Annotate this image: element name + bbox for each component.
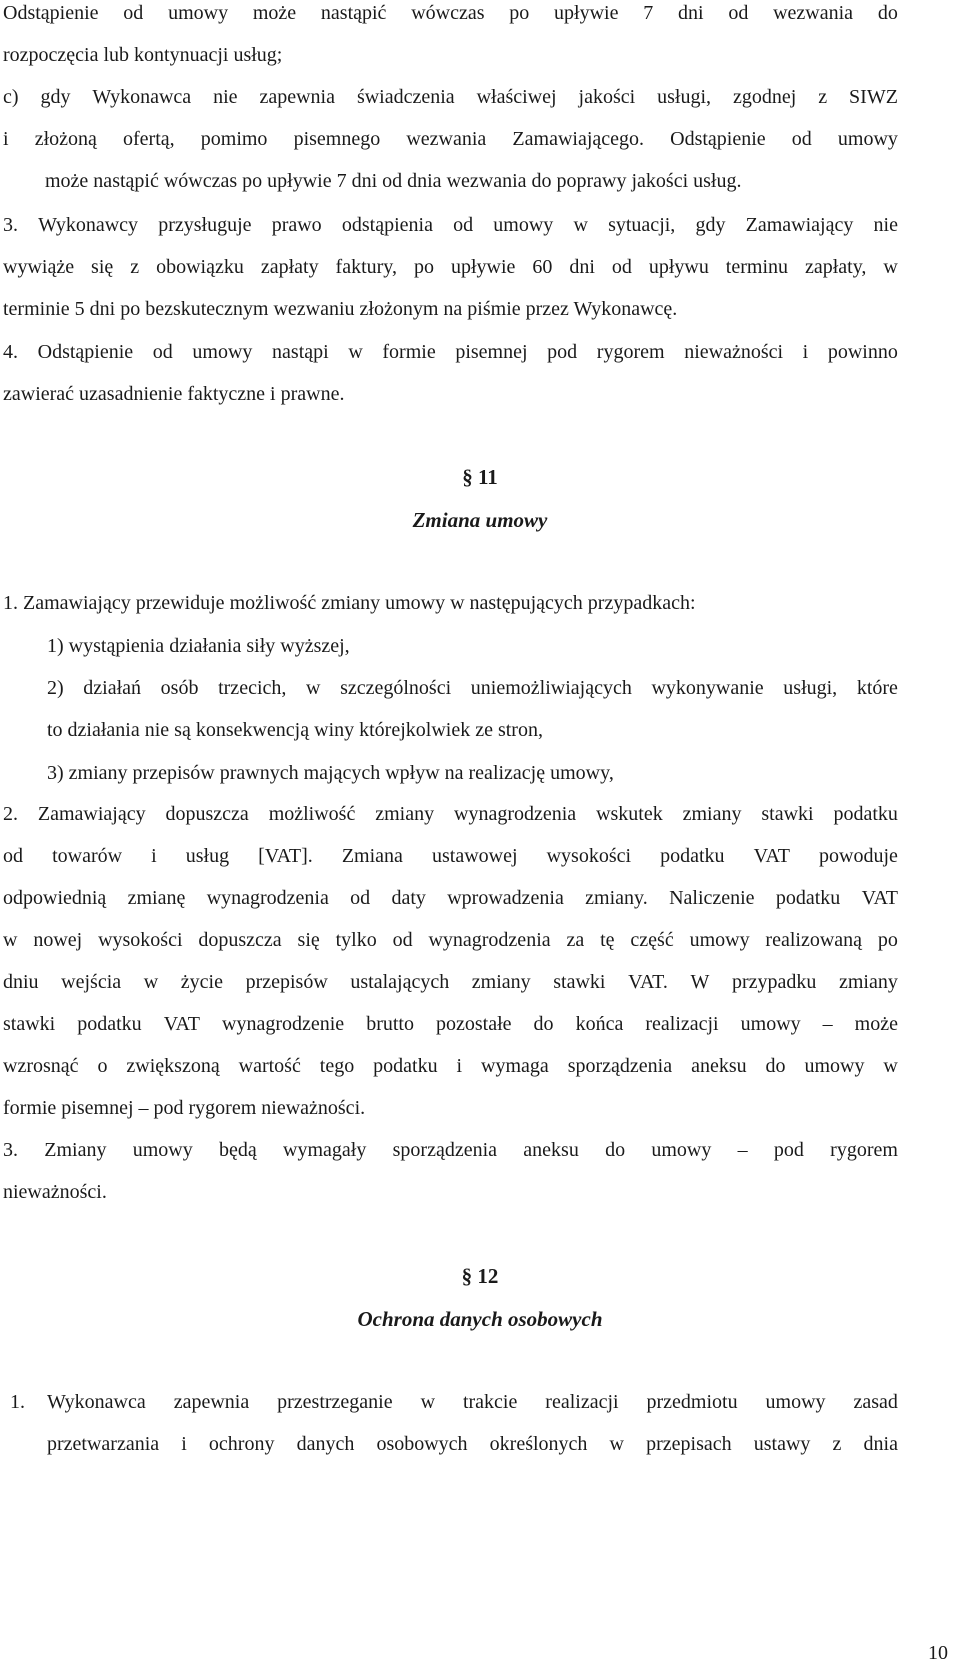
text-line: i złożoną ofertą, pomimo pisemnego wezwania Zamawiającego. Odstąpienie od umowy (3, 128, 898, 150)
text-line: 2. Zamawiający dopuszcza możliwość zmiany wynagrodzenia wskutek zmiany stawki podatku (3, 803, 898, 825)
text-line: 3. Zmiany umowy będą wymagały sporządzenia aneksu do umowy – pod rygorem (3, 1139, 898, 1161)
section-number: § 11 (462, 465, 498, 489)
section-title: Ochrona danych osobowych (357, 1307, 603, 1331)
text-line: nieważności. (3, 1181, 107, 1203)
text-line: Wykonawca zapewnia przestrzeganie w trakcie realizacji przedmiotu umowy zasad (47, 1391, 898, 1413)
text-line: w nowej wysokości dopuszcza się tylko od wynagrodzenia za tę część umowy realizowaną po (3, 929, 898, 951)
text-line: 1. Zamawiający przewiduje możliwość zmiany umowy w następujących przypadkach: (3, 592, 696, 614)
text-line: formie pisemnej – pod rygorem nieważności. (3, 1097, 366, 1119)
list-item: 3) zmiany przepisów prawnych mających wpływ na realizację umowy, (47, 762, 614, 784)
text-line: od towarów i usług [VAT]. Zmiana ustawowej wysokości podatku VAT powoduje (3, 845, 898, 867)
text-line: odpowiednią zmianę wynagrodzenia od daty wprowadzenia zmiany. Naliczenie podatku VAT (3, 887, 898, 909)
list-item: 2) działań osób trzecich, w szczególności uniemożliwiających wykonywanie usługi, które (47, 677, 898, 699)
text-line: rozpoczęcia lub kontynuacji usług; (3, 44, 283, 66)
text-line: to działania nie są konsekwencją winy którejkolwiek ze stron, (47, 719, 543, 741)
list-number: 1. (10, 1391, 25, 1413)
section-title: Zmiana umowy (412, 508, 548, 532)
list-item: 1) wystąpienia działania siły wyższej, (47, 635, 350, 657)
text-line: 4. Odstąpienie od umowy nastąpi w formie pisemnej pod rygorem nieważności i powinno (3, 341, 898, 363)
text-line: wywiąże się z obowiązku zapłaty faktury, po upływie 60 dni od upływu terminu zapłaty, w (3, 256, 898, 278)
text-line: stawki podatku VAT wynagrodzenie brutto pozostałe do końca realizacji umowy – może (3, 1013, 898, 1035)
text-line: wzrosnąć o zwiększoną wartość tego podatku i wymaga sporządzenia aneksu do umowy w (3, 1055, 898, 1077)
page-number: 10 (928, 1642, 948, 1664)
text-line: terminie 5 dni po bezskutecznym wezwaniu złożonym na piśmie przez Wykonawcę. (3, 298, 678, 320)
text-line: 3. Wykonawcy przysługuje prawo odstąpienia od umowy w sytuacji, gdy Zamawiający nie (3, 214, 898, 236)
text-line: c) gdy Wykonawca nie zapewnia świadczenia właściwej jakości usługi, zgodnej z SIWZ (3, 86, 898, 108)
text-line: przetwarzania i ochrony danych osobowych określonych w przepisach ustawy z dnia (47, 1433, 898, 1455)
text-line: zawierać uzasadnienie faktyczne i prawne. (3, 383, 345, 405)
text-line: Odstąpienie od umowy może nastąpić wówczas po upływie 7 dni od wezwania do (3, 2, 898, 24)
section-number: § 12 (461, 1264, 499, 1288)
text-line: dniu wejścia w życie przepisów ustalających zmiany stawki VAT. W przypadku zmiany (3, 971, 898, 993)
text-line: może nastąpić wówczas po upływie 7 dni od dnia wezwania do poprawy jakości usług. (45, 170, 742, 192)
